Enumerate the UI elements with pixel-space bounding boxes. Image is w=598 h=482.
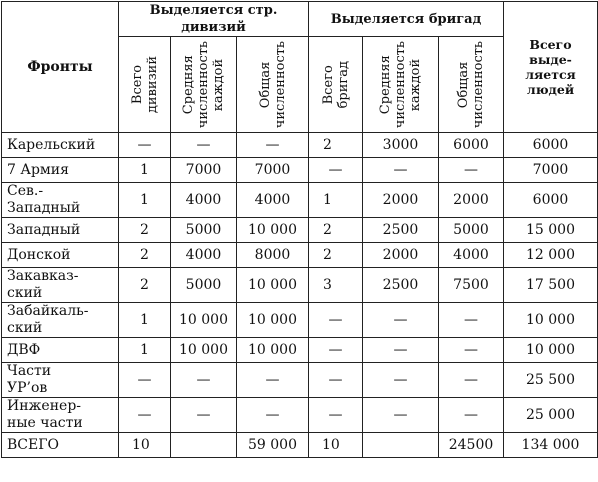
table-cell: 25 500: [504, 363, 598, 398]
table-cell: —: [439, 363, 504, 398]
table-cell: 10: [119, 433, 171, 458]
table-cell: —: [309, 398, 363, 433]
table-cell: 15 000: [504, 218, 598, 243]
table-cell: —: [363, 338, 439, 363]
header-br-total: Всего бригад: [320, 60, 351, 109]
table-cell: —: [439, 303, 504, 338]
table-cell: 2500: [363, 218, 439, 243]
table-row: [2, 303, 598, 338]
table-cell: 10 000: [237, 338, 309, 363]
table-cell: —: [171, 133, 237, 158]
table-cell: 10 000: [504, 303, 598, 338]
table-cell: [171, 433, 237, 458]
table-cell: 4000: [171, 183, 237, 218]
table-cell: —: [439, 398, 504, 433]
table-cell: 1: [119, 303, 171, 338]
table-cell: —: [439, 158, 504, 183]
front-name: Части УР’ов: [2, 363, 119, 398]
table-cell: 10 000: [171, 338, 237, 363]
table-cell: 7000: [504, 158, 598, 183]
table-cell: 3: [309, 268, 363, 303]
table-cell: —: [237, 398, 309, 433]
table-cell: 5000: [439, 218, 504, 243]
table-cell: 2: [309, 218, 363, 243]
table-cell: 25 000: [504, 398, 598, 433]
table-cell: 4000: [237, 183, 309, 218]
table-row: [2, 133, 598, 158]
table-cell: 7500: [439, 268, 504, 303]
table-cell: —: [237, 133, 309, 158]
table-row: [2, 268, 598, 303]
front-name: Сев.- Западный: [2, 183, 119, 218]
header-divisions-group: Выделяется стр. дивизий: [119, 2, 309, 37]
header-fronts: Фронты: [2, 2, 119, 133]
table-cell: 2: [309, 243, 363, 268]
table-cell: 10 000: [237, 268, 309, 303]
table-row: [2, 158, 598, 183]
front-name: Забайкаль- ский: [2, 303, 119, 338]
table-cell: 2000: [363, 243, 439, 268]
table-cell: —: [119, 133, 171, 158]
table-cell: —: [309, 303, 363, 338]
table-cell: —: [363, 363, 439, 398]
front-name: ВСЕГО: [2, 433, 119, 458]
table-cell: 6000: [504, 183, 598, 218]
table-cell: 5000: [171, 218, 237, 243]
table-cell: 2000: [363, 183, 439, 218]
header-br-avg: Средняя численность каждой: [378, 40, 423, 129]
table-cell: 4000: [171, 243, 237, 268]
header-div-total: Всего дивизий: [129, 55, 160, 114]
front-name: Закавказ- ский: [2, 268, 119, 303]
table-cell: 1: [309, 183, 363, 218]
table-cell: 12 000: [504, 243, 598, 268]
table-row: [2, 398, 598, 433]
table-cell: —: [309, 363, 363, 398]
front-name: 7 Армия: [2, 158, 119, 183]
front-name: ДВФ: [2, 338, 119, 363]
table-row-total: [2, 433, 598, 458]
header-total-people: Всего выде- ляется людей: [504, 2, 598, 133]
table-row: [2, 338, 598, 363]
table-cell: 10 000: [237, 303, 309, 338]
table-cell: 6000: [439, 133, 504, 158]
header-div-sum: Общая численность: [257, 40, 288, 129]
table-cell: 2000: [439, 183, 504, 218]
table-cell: 134 000: [504, 433, 598, 458]
header-div-avg: Средняя численность каждой: [181, 40, 226, 129]
table-cell: 17 500: [504, 268, 598, 303]
table-cell: 4000: [439, 243, 504, 268]
table-cell: —: [439, 338, 504, 363]
table-cell: 2: [119, 268, 171, 303]
table-cell: —: [363, 158, 439, 183]
table-cell: [363, 433, 439, 458]
front-name: Западный: [2, 218, 119, 243]
table-cell: —: [363, 398, 439, 433]
table-cell: 7000: [171, 158, 237, 183]
table-cell: 10 000: [504, 338, 598, 363]
header-br-sum: Общая численность: [456, 40, 486, 129]
table-cell: —: [363, 303, 439, 338]
table-cell: —: [171, 398, 237, 433]
table-cell: 6000: [504, 133, 598, 158]
table-cell: 8000: [237, 243, 309, 268]
table-cell: 24500: [439, 433, 504, 458]
table-cell: 10 000: [171, 303, 237, 338]
table-cell: 2: [119, 218, 171, 243]
table-cell: —: [309, 338, 363, 363]
table-cell: 3000: [363, 133, 439, 158]
table-cell: 2500: [363, 268, 439, 303]
header-brigades-group: Выделяется бригад: [309, 2, 504, 37]
front-name: Инженер- ные части: [2, 398, 119, 433]
table-row: [2, 243, 598, 268]
table-row: [2, 218, 598, 243]
table-cell: 59 000: [237, 433, 309, 458]
table-cell: 2: [119, 243, 171, 268]
table-cell: 1: [119, 183, 171, 218]
table-cell: —: [237, 363, 309, 398]
table-cell: 1: [119, 158, 171, 183]
table-row: [2, 363, 598, 398]
table-cell: 10 000: [237, 218, 309, 243]
table-cell: 1: [119, 338, 171, 363]
table-cell: —: [171, 363, 237, 398]
table-cell: —: [119, 398, 171, 433]
table-cell: 5000: [171, 268, 237, 303]
table-cell: 10: [309, 433, 363, 458]
table-cell: 2: [309, 133, 363, 158]
table-cell: 7000: [237, 158, 309, 183]
front-name: Донской: [2, 243, 119, 268]
fronts-allocation-table: [1, 1, 598, 458]
front-name: Карельский: [2, 133, 119, 158]
table-cell: —: [309, 158, 363, 183]
table-cell: —: [119, 363, 171, 398]
table-row: [2, 183, 598, 218]
